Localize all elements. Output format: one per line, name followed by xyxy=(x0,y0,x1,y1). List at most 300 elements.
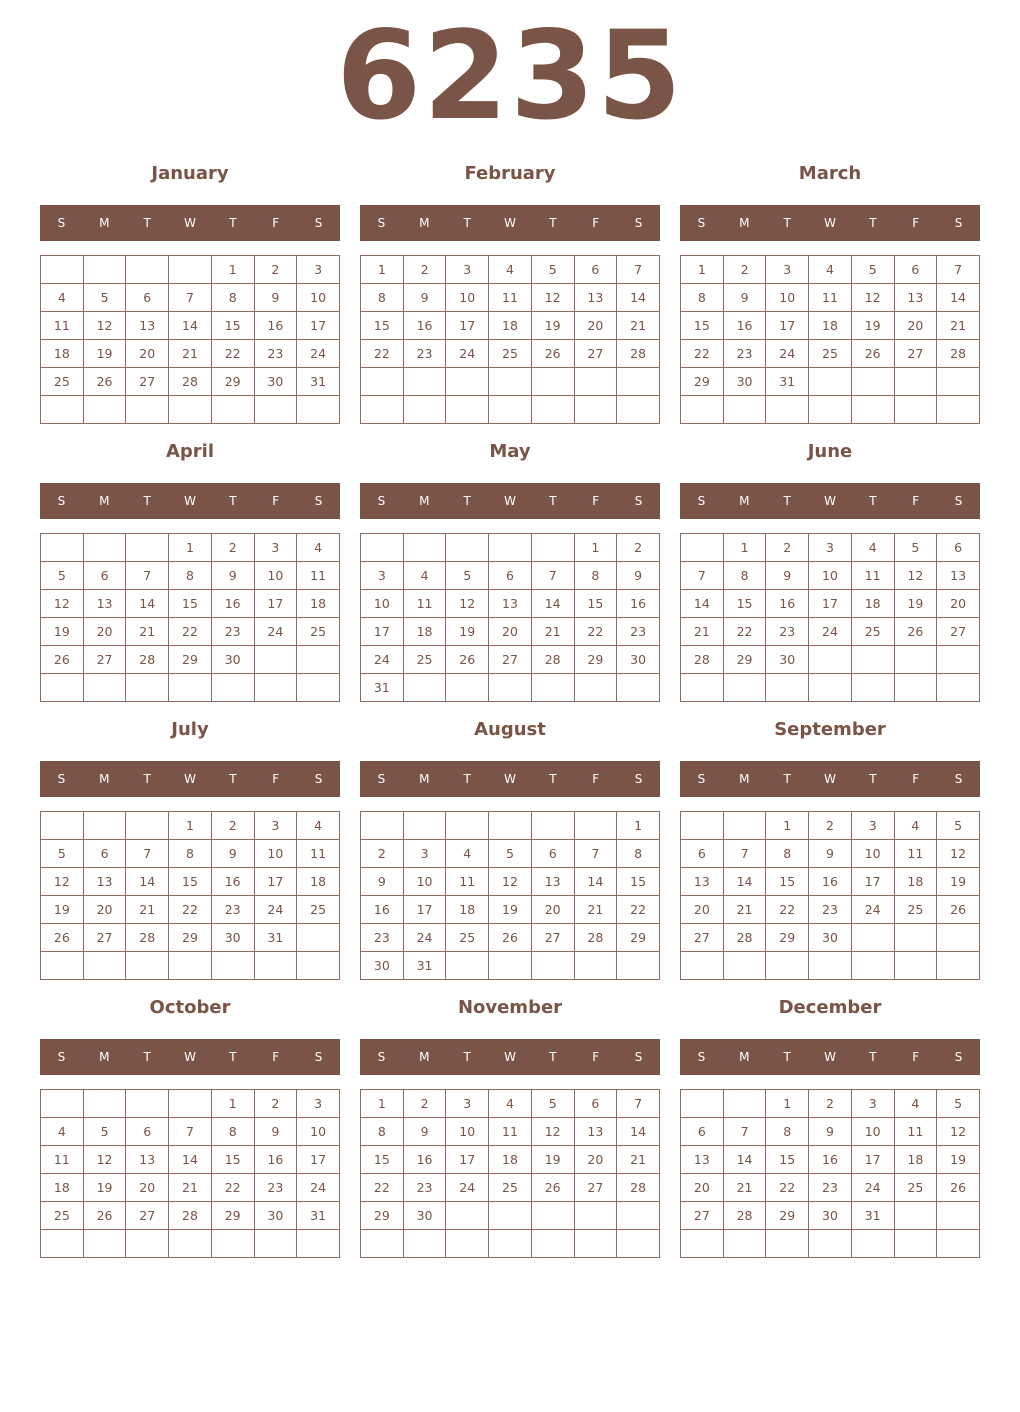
weekday-label: T xyxy=(869,216,877,230)
day-cell: 8 xyxy=(766,1118,809,1146)
day-cell xyxy=(446,534,489,562)
week-row xyxy=(41,312,340,340)
day-cell: 16 xyxy=(211,590,254,618)
day-cell xyxy=(83,674,126,702)
day-cell: 7 xyxy=(681,562,724,590)
day-cell: 28 xyxy=(617,340,660,368)
day-cell xyxy=(41,674,84,702)
day-cell: 9 xyxy=(723,284,766,312)
day-cell: 11 xyxy=(403,590,446,618)
day-cell: 1 xyxy=(361,1090,404,1118)
weekday-label: M xyxy=(739,1050,750,1064)
day-cell: 28 xyxy=(169,1202,212,1230)
day-cell: 27 xyxy=(126,1202,169,1230)
day-cell: 4 xyxy=(41,284,84,312)
day-cell: 12 xyxy=(851,284,894,312)
day-cell: 29 xyxy=(169,924,212,952)
day-cell: 11 xyxy=(297,562,340,590)
weekday-header xyxy=(40,483,340,519)
day-cell: 12 xyxy=(937,840,980,868)
weekday-header xyxy=(680,1039,980,1075)
day-cell: 4 xyxy=(297,812,340,840)
day-cell: 18 xyxy=(446,896,489,924)
day-cell: 25 xyxy=(403,646,446,674)
day-cell: 15 xyxy=(766,868,809,896)
day-cell: 29 xyxy=(681,368,724,396)
day-cell: 19 xyxy=(937,868,980,896)
day-cell: 13 xyxy=(681,1146,724,1174)
day-cell: 6 xyxy=(894,256,937,284)
day-cell: 17 xyxy=(851,868,894,896)
weekday-label: T xyxy=(549,494,557,508)
day-cell xyxy=(41,812,84,840)
day-cell: 12 xyxy=(894,562,937,590)
day-cell: 9 xyxy=(361,868,404,896)
day-cell: 11 xyxy=(41,312,84,340)
day-cell xyxy=(851,674,894,702)
day-cell: 7 xyxy=(126,840,169,868)
day-cell xyxy=(126,674,169,702)
day-cell: 11 xyxy=(894,840,937,868)
day-cell: 18 xyxy=(489,312,532,340)
weekday-label: M xyxy=(739,216,750,230)
day-cell: 21 xyxy=(169,340,212,368)
weekday-label: S xyxy=(314,1050,323,1064)
day-cell xyxy=(361,396,404,424)
day-cell: 24 xyxy=(403,924,446,952)
day-cell: 6 xyxy=(83,840,126,868)
day-cell: 10 xyxy=(446,284,489,312)
day-cell: 1 xyxy=(211,256,254,284)
day-cell: 19 xyxy=(937,1146,980,1174)
week-row xyxy=(361,1202,660,1230)
day-cell: 1 xyxy=(766,812,809,840)
day-cell xyxy=(489,1202,532,1230)
day-cell xyxy=(766,1230,809,1258)
day-cell: 29 xyxy=(574,646,617,674)
week-row xyxy=(41,1202,340,1230)
day-cell: 6 xyxy=(126,284,169,312)
day-cell: 16 xyxy=(809,1146,852,1174)
week-row xyxy=(41,1118,340,1146)
day-cell: 9 xyxy=(617,562,660,590)
week-row xyxy=(361,340,660,368)
day-cell: 20 xyxy=(894,312,937,340)
day-cell xyxy=(574,674,617,702)
day-cell: 7 xyxy=(531,562,574,590)
day-cell: 13 xyxy=(681,868,724,896)
day-cell: 24 xyxy=(851,1174,894,1202)
day-cell xyxy=(41,534,84,562)
week-row xyxy=(41,952,340,980)
day-cell: 2 xyxy=(809,1090,852,1118)
day-cell: 8 xyxy=(211,1118,254,1146)
day-cell: 20 xyxy=(937,590,980,618)
weekday-label: F xyxy=(912,772,920,786)
day-cell: 27 xyxy=(681,1202,724,1230)
weekday-label: S xyxy=(634,772,643,786)
day-cell xyxy=(403,1230,446,1258)
day-cell xyxy=(723,396,766,424)
weekday-label: S xyxy=(954,494,963,508)
weekday-label: S xyxy=(57,494,66,508)
day-cell xyxy=(937,368,980,396)
weekday-label: M xyxy=(99,1050,110,1064)
day-cell xyxy=(809,952,852,980)
weekday-label: W xyxy=(184,772,196,786)
weekday-label: W xyxy=(824,216,836,230)
day-cell: 22 xyxy=(211,1174,254,1202)
week-row xyxy=(41,256,340,284)
day-cell: 7 xyxy=(574,840,617,868)
day-cell: 19 xyxy=(83,1174,126,1202)
weekday-label: S xyxy=(377,216,386,230)
weekday-header xyxy=(40,1039,340,1075)
day-cell: 1 xyxy=(169,534,212,562)
day-cell xyxy=(403,396,446,424)
day-cell xyxy=(531,952,574,980)
week-row xyxy=(681,1202,980,1230)
day-cell: 23 xyxy=(809,1174,852,1202)
day-cell: 13 xyxy=(937,562,980,590)
day-cell: 24 xyxy=(766,340,809,368)
weekday-label: T xyxy=(229,494,237,508)
week-row xyxy=(681,1146,980,1174)
day-cell: 31 xyxy=(766,368,809,396)
day-cell: 7 xyxy=(169,284,212,312)
day-cell: 13 xyxy=(574,1118,617,1146)
day-cell xyxy=(723,674,766,702)
weekday-label: S xyxy=(377,494,386,508)
day-cell xyxy=(446,952,489,980)
day-cell: 11 xyxy=(489,1118,532,1146)
week-row xyxy=(681,256,980,284)
day-cell: 30 xyxy=(254,368,297,396)
week-row xyxy=(361,396,660,424)
day-cell xyxy=(126,256,169,284)
day-cell: 25 xyxy=(297,618,340,646)
day-cell: 24 xyxy=(851,896,894,924)
weekday-label: M xyxy=(739,772,750,786)
day-cell: 18 xyxy=(851,590,894,618)
day-cell: 5 xyxy=(851,256,894,284)
weekday-label: T xyxy=(143,772,151,786)
day-cell xyxy=(574,368,617,396)
day-cell: 4 xyxy=(446,840,489,868)
day-cell: 2 xyxy=(403,256,446,284)
day-cell: 23 xyxy=(809,896,852,924)
day-grid xyxy=(360,533,660,702)
weekday-label: M xyxy=(99,216,110,230)
day-cell: 14 xyxy=(531,590,574,618)
day-cell: 7 xyxy=(169,1118,212,1146)
day-grid xyxy=(680,811,980,980)
month-name: August xyxy=(474,719,546,740)
weekday-label: T xyxy=(143,216,151,230)
day-cell: 23 xyxy=(254,1174,297,1202)
weekday-label: T xyxy=(783,772,791,786)
day-cell: 7 xyxy=(617,256,660,284)
day-cell xyxy=(489,952,532,980)
day-cell: 6 xyxy=(489,562,532,590)
week-row xyxy=(681,1090,980,1118)
day-cell: 25 xyxy=(41,1202,84,1230)
day-cell: 11 xyxy=(851,562,894,590)
week-row xyxy=(681,1118,980,1146)
day-grid xyxy=(360,1089,660,1258)
day-cell: 5 xyxy=(41,840,84,868)
day-cell xyxy=(851,368,894,396)
day-cell: 31 xyxy=(851,1202,894,1230)
day-cell: 23 xyxy=(403,1174,446,1202)
day-cell: 27 xyxy=(126,368,169,396)
week-row xyxy=(681,590,980,618)
weekday-label: S xyxy=(57,772,66,786)
day-cell: 6 xyxy=(574,1090,617,1118)
day-cell xyxy=(126,396,169,424)
day-cell xyxy=(681,952,724,980)
day-cell xyxy=(83,812,126,840)
day-cell: 9 xyxy=(809,1118,852,1146)
day-cell: 20 xyxy=(83,896,126,924)
day-cell: 19 xyxy=(446,618,489,646)
weekday-label: W xyxy=(184,494,196,508)
day-cell xyxy=(574,1230,617,1258)
day-cell: 17 xyxy=(766,312,809,340)
day-cell xyxy=(894,674,937,702)
day-cell xyxy=(851,396,894,424)
month-name: September xyxy=(774,719,886,740)
day-cell: 17 xyxy=(361,618,404,646)
day-cell: 13 xyxy=(126,312,169,340)
day-cell: 21 xyxy=(723,1174,766,1202)
day-cell: 20 xyxy=(489,618,532,646)
day-cell xyxy=(851,924,894,952)
day-cell xyxy=(361,1230,404,1258)
day-cell: 5 xyxy=(446,562,489,590)
day-cell xyxy=(83,952,126,980)
day-cell: 20 xyxy=(681,1174,724,1202)
day-cell: 15 xyxy=(361,1146,404,1174)
day-cell xyxy=(361,534,404,562)
day-cell: 3 xyxy=(297,1090,340,1118)
day-cell: 9 xyxy=(211,840,254,868)
day-cell: 6 xyxy=(681,1118,724,1146)
day-cell: 26 xyxy=(446,646,489,674)
day-cell: 22 xyxy=(169,896,212,924)
day-cell: 11 xyxy=(489,284,532,312)
weekday-label: S xyxy=(954,1050,963,1064)
weekday-label: M xyxy=(419,216,430,230)
day-cell xyxy=(403,674,446,702)
day-cell xyxy=(937,674,980,702)
weekday-label: T xyxy=(549,216,557,230)
weekday-header xyxy=(360,483,660,519)
day-cell: 30 xyxy=(723,368,766,396)
weekday-label: T xyxy=(783,1050,791,1064)
day-cell xyxy=(83,256,126,284)
day-cell: 19 xyxy=(41,618,84,646)
week-row xyxy=(681,646,980,674)
day-cell xyxy=(894,1202,937,1230)
day-cell xyxy=(41,1230,84,1258)
day-cell: 10 xyxy=(254,840,297,868)
day-cell: 19 xyxy=(531,1146,574,1174)
day-cell: 29 xyxy=(211,1202,254,1230)
weekday-label: M xyxy=(739,494,750,508)
week-row xyxy=(41,618,340,646)
week-row xyxy=(361,812,660,840)
day-cell: 7 xyxy=(126,562,169,590)
weekday-label: T xyxy=(229,772,237,786)
day-cell xyxy=(894,396,937,424)
day-cell: 26 xyxy=(41,646,84,674)
month-name: January xyxy=(151,163,229,184)
day-cell xyxy=(297,924,340,952)
day-cell: 19 xyxy=(894,590,937,618)
week-row xyxy=(361,256,660,284)
day-cell: 25 xyxy=(489,340,532,368)
day-cell: 16 xyxy=(617,590,660,618)
day-cell: 13 xyxy=(83,868,126,896)
day-cell xyxy=(489,534,532,562)
day-cell xyxy=(617,952,660,980)
day-cell: 2 xyxy=(361,840,404,868)
day-cell: 14 xyxy=(169,312,212,340)
weekday-label: F xyxy=(272,772,280,786)
day-cell: 8 xyxy=(617,840,660,868)
day-cell: 25 xyxy=(489,1174,532,1202)
day-cell: 28 xyxy=(531,646,574,674)
day-cell: 13 xyxy=(83,590,126,618)
day-cell: 21 xyxy=(681,618,724,646)
day-cell: 15 xyxy=(211,312,254,340)
day-cell: 22 xyxy=(617,896,660,924)
day-cell xyxy=(617,396,660,424)
week-row xyxy=(41,284,340,312)
week-row xyxy=(681,1174,980,1202)
weekday-label: S xyxy=(954,216,963,230)
weekday-label: S xyxy=(697,216,706,230)
week-row xyxy=(41,646,340,674)
weekday-label: W xyxy=(504,494,516,508)
day-cell xyxy=(126,952,169,980)
day-cell: 31 xyxy=(361,674,404,702)
day-cell xyxy=(531,534,574,562)
day-cell xyxy=(531,368,574,396)
day-cell: 8 xyxy=(169,840,212,868)
day-cell: 28 xyxy=(723,924,766,952)
day-cell xyxy=(41,952,84,980)
day-cell xyxy=(403,812,446,840)
day-cell: 10 xyxy=(297,1118,340,1146)
weekday-label: S xyxy=(697,494,706,508)
day-cell xyxy=(361,812,404,840)
day-cell: 25 xyxy=(41,368,84,396)
weekday-label: T xyxy=(549,1050,557,1064)
day-cell: 27 xyxy=(894,340,937,368)
day-cell: 1 xyxy=(617,812,660,840)
day-cell: 18 xyxy=(809,312,852,340)
day-cell: 25 xyxy=(446,924,489,952)
month-name: March xyxy=(798,163,862,184)
day-cell xyxy=(723,812,766,840)
day-cell: 19 xyxy=(851,312,894,340)
day-cell: 31 xyxy=(297,368,340,396)
week-row xyxy=(361,1146,660,1174)
day-cell: 11 xyxy=(894,1118,937,1146)
day-grid xyxy=(360,811,660,980)
day-cell: 21 xyxy=(126,896,169,924)
day-cell: 20 xyxy=(574,1146,617,1174)
day-cell: 16 xyxy=(403,312,446,340)
weekday-label: W xyxy=(184,1050,196,1064)
day-cell: 11 xyxy=(41,1146,84,1174)
day-cell: 28 xyxy=(681,646,724,674)
weekday-header xyxy=(40,761,340,797)
day-cell: 10 xyxy=(361,590,404,618)
day-cell xyxy=(574,396,617,424)
week-row xyxy=(41,590,340,618)
day-cell: 18 xyxy=(297,868,340,896)
weekday-label: T xyxy=(143,494,151,508)
day-cell: 27 xyxy=(83,924,126,952)
weekday-label: T xyxy=(463,772,471,786)
week-row xyxy=(361,1118,660,1146)
day-cell xyxy=(126,1230,169,1258)
day-cell xyxy=(894,924,937,952)
day-cell xyxy=(254,1230,297,1258)
day-cell: 26 xyxy=(531,1174,574,1202)
day-cell xyxy=(83,1090,126,1118)
day-cell: 28 xyxy=(937,340,980,368)
day-cell xyxy=(254,952,297,980)
day-cell: 12 xyxy=(83,312,126,340)
day-cell: 25 xyxy=(851,618,894,646)
day-cell: 25 xyxy=(297,896,340,924)
day-cell: 17 xyxy=(297,312,340,340)
week-row xyxy=(361,646,660,674)
day-cell xyxy=(809,674,852,702)
weekday-label: S xyxy=(314,772,323,786)
day-cell: 16 xyxy=(403,1146,446,1174)
day-cell: 7 xyxy=(937,256,980,284)
day-grid xyxy=(680,1089,980,1258)
day-cell: 14 xyxy=(723,868,766,896)
week-row xyxy=(681,284,980,312)
day-cell: 21 xyxy=(169,1174,212,1202)
day-cell: 23 xyxy=(211,896,254,924)
day-cell: 21 xyxy=(937,312,980,340)
day-cell xyxy=(617,1202,660,1230)
day-grid xyxy=(40,811,340,980)
day-cell xyxy=(937,1230,980,1258)
day-cell xyxy=(83,1230,126,1258)
day-cell: 22 xyxy=(361,1174,404,1202)
day-cell: 4 xyxy=(403,562,446,590)
day-cell: 2 xyxy=(254,256,297,284)
day-cell xyxy=(809,1230,852,1258)
day-cell: 31 xyxy=(254,924,297,952)
weekday-label: T xyxy=(783,494,791,508)
week-row xyxy=(361,534,660,562)
weekday-header xyxy=(40,205,340,241)
week-row xyxy=(41,812,340,840)
weekday-label: S xyxy=(377,772,386,786)
weekday-label: T xyxy=(783,216,791,230)
week-row xyxy=(361,840,660,868)
weekday-header xyxy=(360,205,660,241)
